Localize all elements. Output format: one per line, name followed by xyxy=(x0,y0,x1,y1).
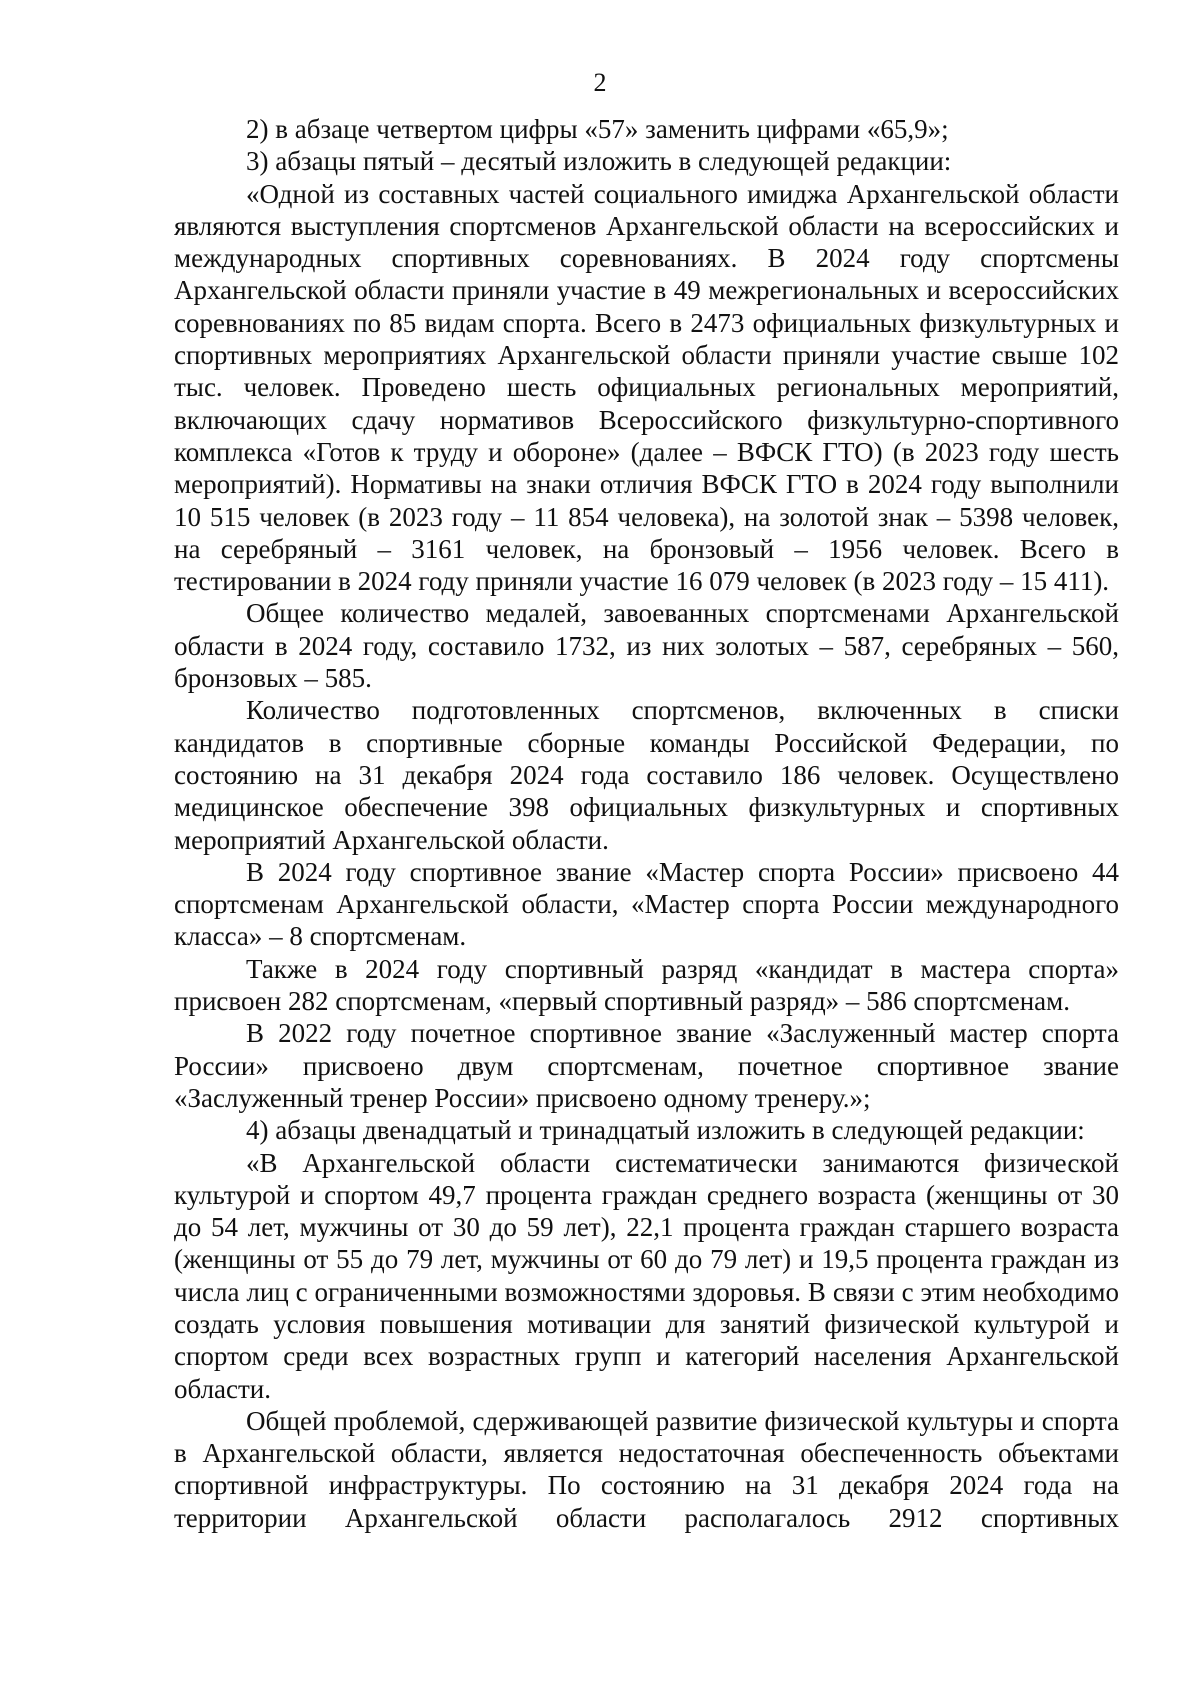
paragraph-sport-ranks: Также в 2024 году спортивный разряд «кандидат в мастера спорта» присвоен 282 спортсменам, «первый спортивный разряд» – 586 спортсменам. xyxy=(174,953,1119,1017)
page-number: 2 xyxy=(593,68,607,97)
paragraph-social-image: «Одной из составных частей социального имиджа Архангельской области являются выступления спортсменов Архангельской области на всероссийских и международных спортивных соревнованиях. В 2024 году спортсмены Архангельской области приняли участие в 49 межрегиональных и всероссийских соревнованиях по 85 видам спорта. Всего в 2473 официальных физкультурных и спортивных мероприятиях Архангельской области приняли участие свыше 102 тыс. человек. Проведено шесть официальных региональных мероприятий, включающих сдачу нормативов Всероссийского физкультурно-спортивного комплекса «Готов к труду и обороне» (далее – ВФСК ГТО) (в 2023 году шесть мероприятий). Нормативы на знаки отличия ВФСК ГТО в 2024 году выполнили 10 515 человек (в 2023 году – 11 854 человека), на золотой знак – 5398 человек, на серебряный – 3161 человек, на бронзовый – 1956 человек. Всего в тестировании в 2024 году приняли участие 16 079 человек (в 2023 году – 15 411). xyxy=(174,178,1119,597)
paragraph-national-team-candidates: Количество подготовленных спортсменов, включенных в списки кандидатов в спортивные сборные команды Российской Федерации, по состоянию на 31 декабря 2024 года составило 186 человек. Осуществлено медицинское обеспечение 398 официальных физкультурных и спортивных мероприятий Архангельской области. xyxy=(174,695,1119,855)
paragraph-honored-titles: В 2022 году почетное спортивное звание «Заслуженный мастер спорта России» присвоено двум спортсменам, почетное спортивное звание «Заслуженный тренер России» присвоено одному тренеру.»; xyxy=(174,1018,1119,1113)
paragraph-systematic-participation: «В Архангельской области систематически занимаются физической культурой и спортом 49,7 процента граждан среднего возраста (женщины от 30 до 54 лет, мужчины от 30 до 59 лет), 22,1 процента граждан старшего возраста (женщины от 55 до 79 лет, мужчины от 60 до 79 лет) и 19,5 процента граждан из числа лиц с ограниченными возможностями здоровья. В связи с этим необходимо создать условия повышения мотивации для занятий физической культурой и спортом среди всех возрастных групп и категорий населения Архангельской области. xyxy=(174,1147,1119,1404)
paragraph-amendment-3: 3) абзацы пятый – десятый изложить в следующей редакции: xyxy=(246,146,952,177)
paragraph-infrastructure: Общей проблемой, сдерживающей развитие физической культуры и спорта в Архангельской области, является недостаточная обеспеченность объектами спортивной инфраструктуры. По состоянию на 31 декабря 2024 года на территории Архангельской области располагалось 2912 спортивных xyxy=(174,1405,1119,1533)
document-body xyxy=(174,113,1119,1534)
paragraph-master-of-sport: В 2024 году спортивное звание «Мастер спорта России» присвоено 44 спортсменам Архангельской области, «Мастер спорта России международного класса» – 8 спортсменам. xyxy=(174,856,1119,952)
paragraph-amendment-4: 4) абзацы двенадцатый и тринадцатый изложить в следующей редакции: xyxy=(246,1115,1085,1146)
paragraph-medals: Общее количество медалей, завоеванных спортсменами Архангельской области в 2024 году, составило 1732, из них золотых – 587, серебряных – 560, бронзовых – 585. xyxy=(174,598,1119,694)
paragraph-amendment-2: 2) в абзаце четвертом цифры «57» заменить цифрами «65,9»; xyxy=(246,114,949,144)
